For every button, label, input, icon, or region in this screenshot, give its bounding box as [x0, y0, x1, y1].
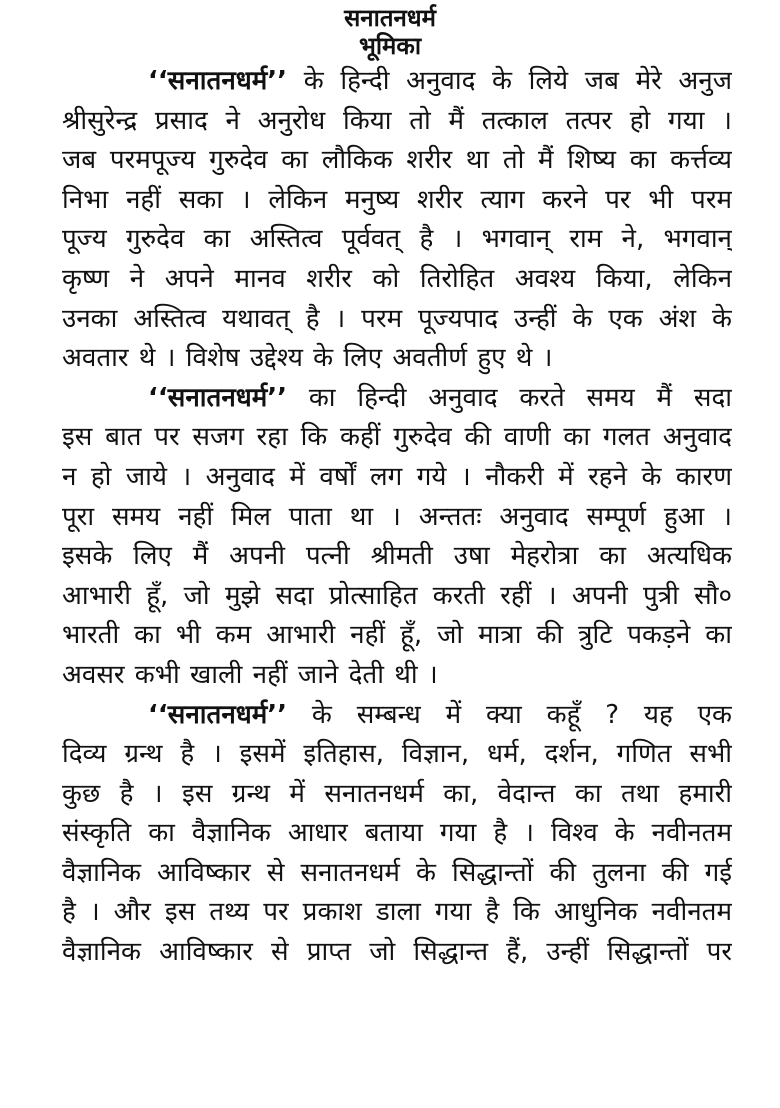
paragraph-line: ‘‘सनातनधर्म’’ के सम्बन्ध में क्या कहूँ ? यह एक — [148, 699, 732, 730]
paragraph-line: अवतार थे । विशेष उद्देश्य के लिए अवतीर्ण हुए थे । — [62, 343, 553, 374]
paragraph-1 — [0, 62, 780, 379]
paragraph-line: उनका अस्तित्व यथावत् है । परम पूज्यपाद उन्हीं के एक अंश के — [62, 303, 732, 334]
paragraph-line: वैज्ञानिक आविष्कार से सनातनधर्म के सिद्धान्तों की तुलना की गई — [62, 857, 732, 888]
paragraph-line: इस बात पर सजग रहा कि कहीं गुरुदेव की वाणी का गलत अनुवाद — [62, 422, 732, 453]
paragraph-line: है । और इस तथ्य पर प्रकाश डाला गया है कि आधुनिक नवीनतम — [62, 897, 732, 928]
paragraph-line: कुछ है । इस ग्रन्थ में सनातनधर्म का, वेदान्त का तथा हमारी — [62, 778, 732, 809]
section-heading: भूमिका — [358, 32, 422, 60]
paragraph-line: ‘‘सनातनधर्म’’ का हिन्दी अनुवाद करते समय मैं सदा — [148, 382, 732, 413]
paragraph-line: न हो जाये । अनुवाद में वर्षों लग गये । नौकरी में रहने के कारण — [62, 461, 732, 492]
paragraph-line: पूज्य गुरुदेव का अस्तित्व पूर्ववत् है । भगवान् राम ने, भगवान् — [62, 224, 732, 255]
quoted-title: ‘‘सनातनधर्म’’ — [148, 382, 288, 413]
paragraph-line: निभा नहीं सका । लेकिन मनुष्य शरीर त्याग करने पर भी परम — [62, 184, 732, 215]
paragraph-line: ‘‘सनातनधर्म’’ के हिन्दी अनुवाद के लिये जब मेरे अनुज — [148, 66, 732, 96]
quoted-title: ‘‘सनातनधर्म’’ — [148, 66, 288, 96]
document-title: सनातनधर्म — [344, 4, 436, 32]
paragraph-line: श्रीसुरेन्द्र प्रसाद ने अनुरोध किया तो मैं तत्काल तत्पर हो गया । — [62, 105, 732, 136]
paragraph-3 — [0, 696, 780, 973]
paragraph-line: दिव्य ग्रन्थ है । इसमें इतिहास, विज्ञान, धर्म, दर्शन, गणित सभी — [62, 739, 732, 770]
paragraph-line: इसके लिए मैं अपनी पत्नी श्रीमती उषा मेहरोत्रा का अत्यधिक — [62, 541, 732, 572]
paragraph-line: आभारी हूँ, जो मुझे सदा प्रोत्साहित करती रहीं । अपनी पुत्री सौ० — [62, 580, 732, 611]
paragraph-line: जब परमपूज्य गुरुदेव का लौकिक शरीर था तो मैं शिष्य का कर्त्तव्य — [62, 145, 732, 176]
paragraph-line: अवसर कभी खाली नहीं जाने देती थी । — [62, 659, 438, 690]
paragraph-line: संस्कृति का वैज्ञानिक आधार बताया गया है । विश्व के नवीनतम — [62, 818, 732, 849]
paragraph-line: वैज्ञानिक आविष्कार से प्राप्त जो सिद्धान्त हैं, उन्हीं सिद्धान्तों पर — [62, 937, 732, 968]
paragraph-line: भारती का भी कम आभारी नहीं हूँ, जो मात्रा की त्रुटि पकड़ने का — [62, 620, 732, 651]
paragraph-line: पूरा समय नहीं मिल पाता था । अन्ततः अनुवाद सम्पूर्ण हुआ । — [62, 501, 732, 532]
paragraph-2 — [0, 379, 780, 696]
quoted-title: ‘‘सनातनधर्म’’ — [148, 699, 288, 730]
paragraph-line: कृष्ण ने अपने मानव शरीर को तिरोहित अवश्य किया, लेकिन — [62, 263, 732, 294]
